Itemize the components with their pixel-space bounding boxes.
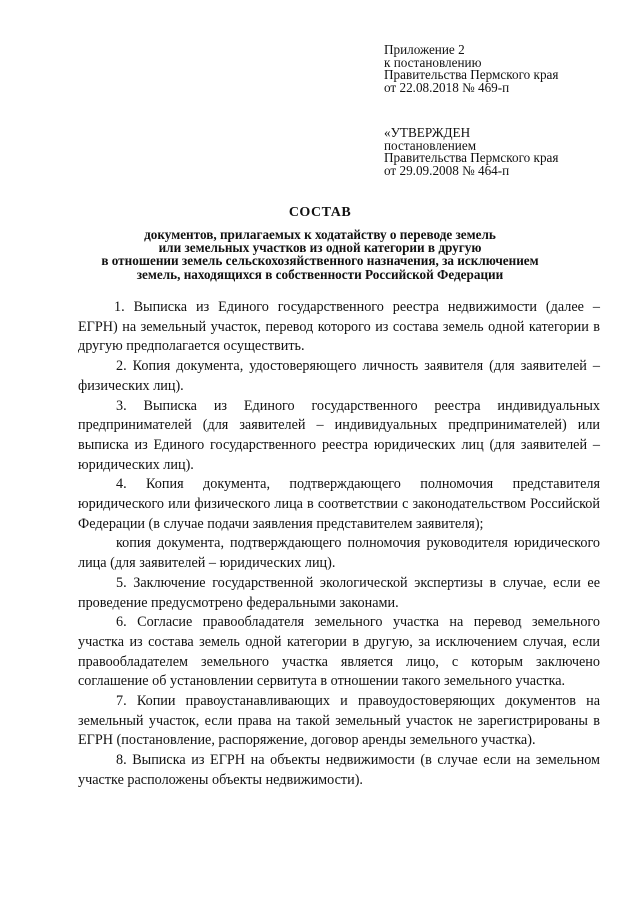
appendix-header-line: Правительства Пермского края (384, 67, 559, 83)
list-item: 5. Заключение государственной экологической экспертизы в случае, если ее проведение предусмотрено федеральными законами. (78, 574, 600, 611)
appendix-header-line: Приложение 2 (384, 42, 465, 57)
subtitle-line: в отношении земель сельскохозяйственного назначения, за исключением (101, 253, 539, 269)
approval-header-line: постановлением (384, 137, 477, 153)
appendix-header-line: к постановлению (384, 54, 482, 70)
subtitle-line: документов, прилагаемых к ходатайству о переводе земель (144, 227, 496, 242)
approval-header-line: «УТВЕРЖДЕН (384, 125, 471, 140)
document-subtitle (56, 228, 584, 281)
list-item: 2. Копия документа, удостоверяющего личность заявителя (для заявителей – физических лиц). (78, 358, 600, 394)
approval-header-line: Правительства Пермского края (384, 150, 559, 166)
approval-header-line: от 29.09.2008 № 464-п (384, 162, 510, 178)
list-item: 4. Копия документа, подтверждающего полномочия представителя юридического или физического лица в соответствии с законодательством Российской Федерации (в случае подачи заявления представителем заявителя); (78, 476, 600, 532)
list-item: 6. Согласие правообладателя земельного участка на перевод земельного участка из состава земель одной категории в другую, за исключением случая, если правообладателем земельного участка является лицо, с которым заключено соглашение об установлении сервитута в отношении такого земельного участка. (78, 614, 600, 690)
document-title: СОСТАВ (288, 205, 352, 220)
list-item: копия документа, подтверждающего полномочия руководителя юридического лица (для заявителей – юридических лиц). (78, 535, 600, 572)
subtitle-line: земель, находящихся в собственности Российской Федерации (136, 266, 504, 282)
list-item: 8. Выписка из ЕГРН на объекты недвижимости (в случае если на земельном участке расположены объекты недвижимости). (78, 752, 600, 788)
appendix-header (384, 44, 558, 94)
list-item: 7. Копии правоустанавливающих и правоудостоверяющих документов на земельный участок, если права на такой земельный участок не зарегистрированы в ЕГРН (постановление, распоряжение, договор аренды земельного участка). (78, 693, 600, 749)
subtitle-line: или земельных участков из одной категории в другую (158, 240, 482, 256)
document-body (78, 298, 600, 791)
list-item: 3. Выписка из Единого государственного реестра индивидуальных предпринимателей (для заявителей – индивидуальных предпринимателей) или выписка из Единого государственного реестра юридических лиц (для заявителей – юридических лиц). (78, 397, 600, 473)
approval-header (384, 127, 558, 177)
appendix-header-line: от 22.08.2018 № 469-п (384, 79, 510, 95)
list-item: 1. Выписка из Единого государственного реестра недвижимости (далее – ЕГРН) на земельный участок, перевод которого из состава земель одной категории в другую предполагается осуществить. (78, 299, 600, 355)
